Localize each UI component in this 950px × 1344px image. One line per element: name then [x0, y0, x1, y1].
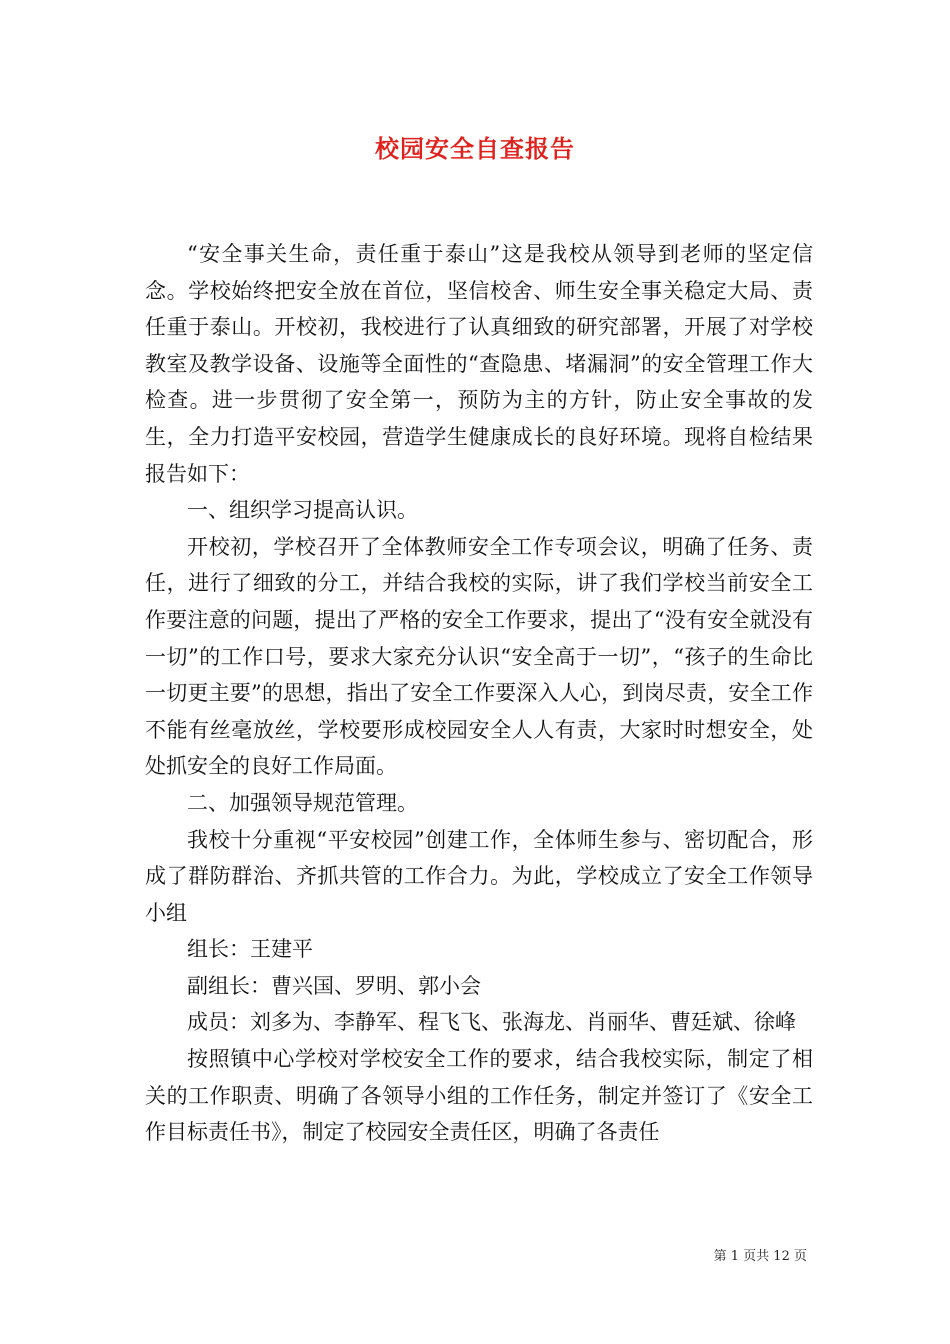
footer-middle: 页共 [743, 1249, 770, 1264]
footer-suffix: 页 [793, 1249, 807, 1264]
paragraph-responsibilities: 按照镇中心学校对学校安全工作的要求，结合我校实际，制定了相关的工作职责、明确了各领导小组的工作任务，制定并签订了《安全工作目标责任书》，制定了校园安全责任区，明确了各责任 [145, 1047, 813, 1145]
group-leader-line: 组长：王建平 [187, 937, 313, 962]
page-title: 校园安全自查报告 [375, 134, 575, 163]
paragraph-section-2: 我校十分重视“平安校园”创建工作，全体师生参与、密切配合，形成了群防群治、齐抓共管的工作合力。为此，学校成立了安全工作领导小组 [145, 827, 813, 925]
total-page-count: 12 [773, 1249, 790, 1264]
section-heading-1: 一、组织学习提高认识。 [187, 498, 418, 523]
paragraph-intro: “安全事关生命，责任重于泰山”这是我校从领导到老师的坚定信念。学校始终把安全放在首位，坚信校舍、师生安全事关稳定大局、责任重于泰山。开校初，我校进行了认真细致的研究部署，开展了对学校教室及教学设备、设施等全面性的“查隐患、堵漏洞”的安全管理工作大检查。进一步贯彻了安全第一，预防为主的方针，防止安全事故的发生，全力打造平安校园，营造学生健康成长的良好环境。现将自检结果报告如下： [145, 242, 813, 486]
section-heading-2: 二、加强领导规范管理。 [187, 790, 418, 815]
deputy-leaders-line: 副组长：曹兴国、罗明、郭小会 [187, 973, 481, 998]
paragraph-section-1: 开校初，学校召开了全体教师安全工作专项会议，明确了任务、责任，进行了细致的分工，并结合我校的实际，讲了我们学校当前安全工作要注意的问题，提出了严格的安全工作要求，提出了“没有安全就没有一切”的工作口号，要求大家充分认识“安全高于一切”，“孩子的生命比一切更主要”的思想，指出了安全工作要深入人心，到岗尽责，安全工作不能有丝毫放丝，学校要形成校园安全人人有责，大家时时想安全，处处抓安全的良好工作局面。 [145, 534, 813, 779]
document-body [145, 236, 813, 1151]
page-number-footer [714, 1249, 807, 1265]
members-line: 成员：刘多为、李静军、程飞飞、张海龙、肖丽华、曹廷斌、徐峰 [187, 1010, 796, 1035]
current-page-number: 1 [730, 1249, 739, 1264]
footer-prefix: 第 [713, 1249, 727, 1264]
